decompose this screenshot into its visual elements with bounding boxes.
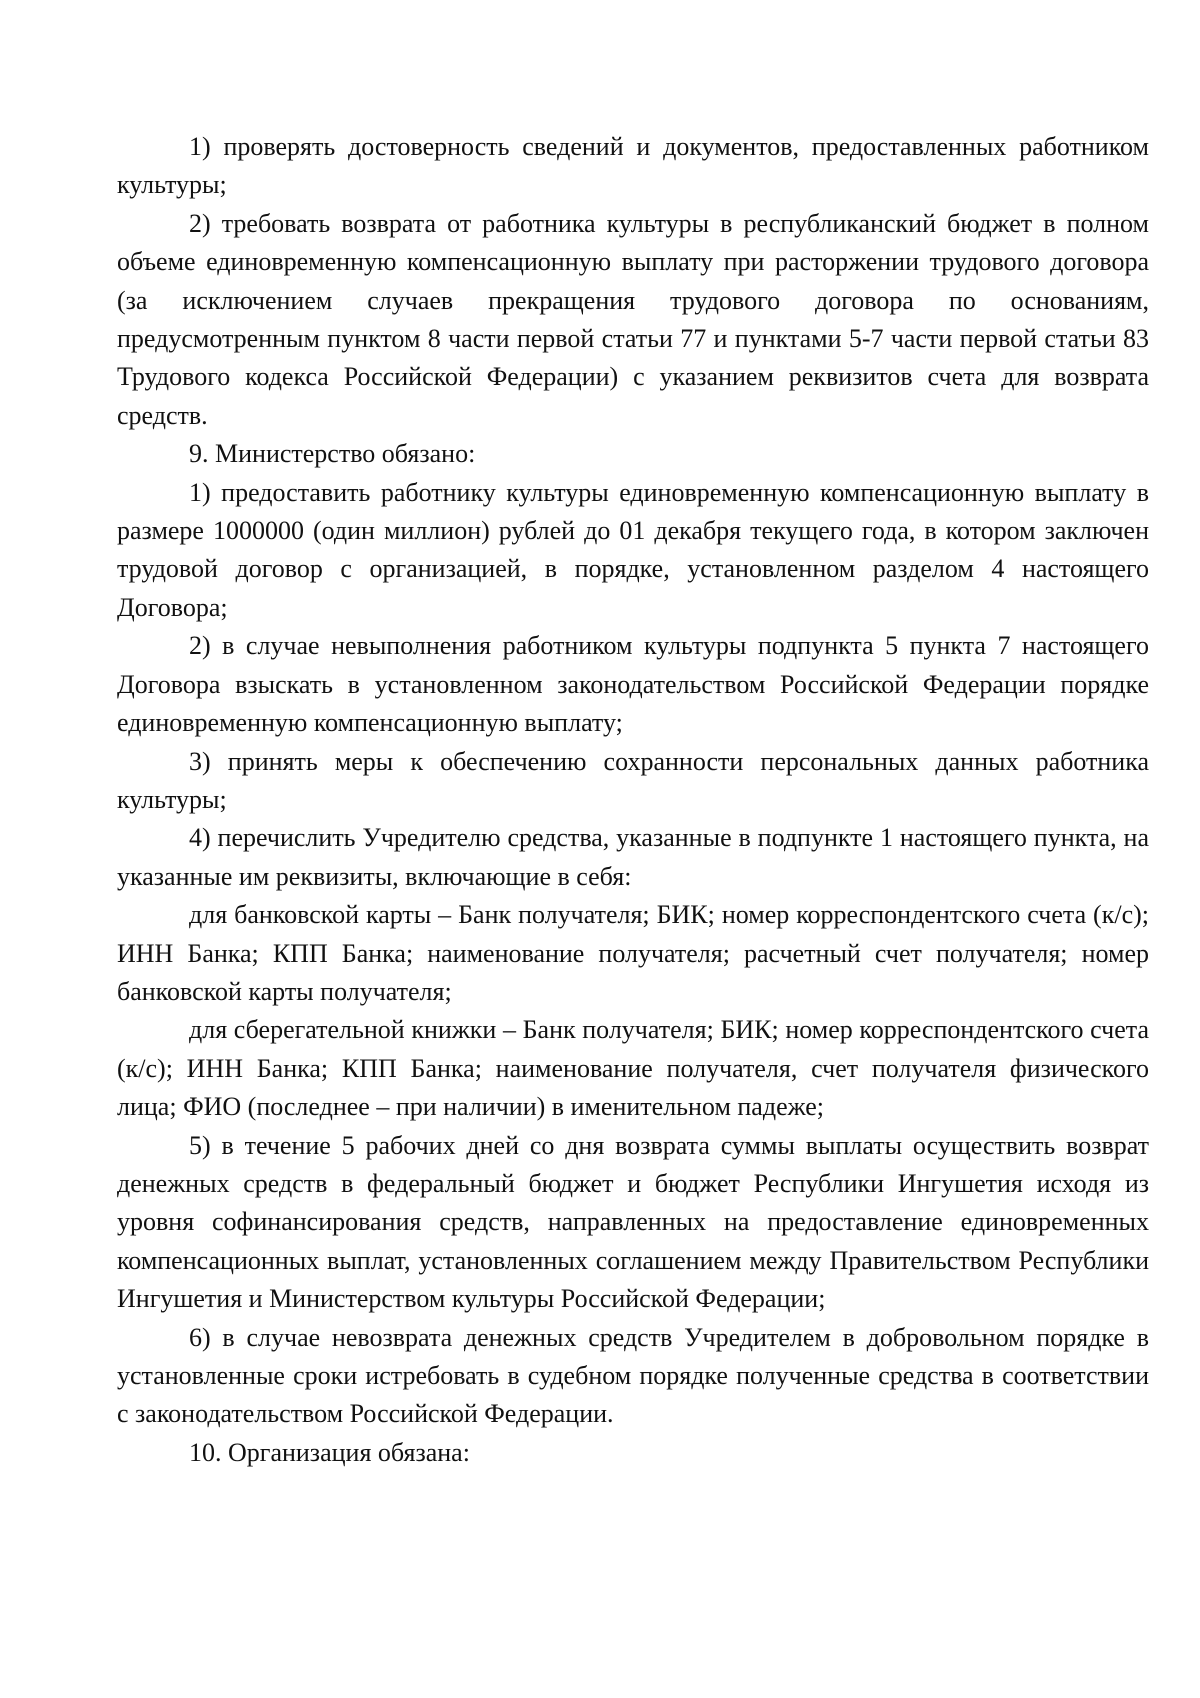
- paragraph-transfer-funds: 4) перечислить Учредителю средства, указанные в подпункте 1 настоящего пункта, на указанные им реквизиты, включающие в себя:: [117, 823, 1149, 891]
- document-page: [117, 128, 1149, 1472]
- paragraph-verify-documents: 1) проверять достоверность сведений и документов, предоставленных работником культуры;: [117, 132, 1149, 200]
- paragraph-bank-card-details: для банковской карты – Банк получателя; БИК; номер корреспондентского счета (к/с); ИНН Банка; КПП Банка; наименование получателя; расчетный счет получателя; номер банковской карты получателя;: [117, 900, 1149, 1006]
- paragraph-court-recovery: 6) в случае невозврата денежных средств Учредителем в добровольном порядке в установленные сроки истребовать в судебном порядке полученные средства в соответствии с законодательством Российской Федерации.: [117, 1322, 1149, 1429]
- paragraph-protect-personal-data: 3) принять меры к обеспечению сохранности персональных данных работника культуры;: [117, 746, 1149, 814]
- paragraph-savings-book-details: для сберегательной книжки – Банк получателя; БИК; номер корреспондентского счета (к/с); ИНН Банка; КПП Банка; наименование получателя, счет получателя физического лица; ФИО (последнее – при наличии) в именительном падеже;: [117, 1015, 1149, 1122]
- paragraph-ministry-obligations-heading: 9. Министерство обязано:: [189, 439, 476, 469]
- paragraph-require-return: 2) требовать возврата от работника культуры в республиканский бюджет в полном объеме единовременную компенсационную выплату при расторжении трудового договора (за исключением случаев прекращения трудового договора по основаниям, предусмотренным пунктом 8 части первой статьи 77 и пунктами 5-7 части первой статьи 83 Трудового кодекса Российской Федерации) с указанием реквизитов счета для возврата средств.: [117, 208, 1149, 430]
- paragraph-recover-payment: 2) в случае невыполнения работником культуры подпункта 5 пункта 7 настоящего Договора взыскать в установленном законодательством Российской Федерации порядке единовременную компенсационную выплату;: [117, 631, 1149, 738]
- paragraph-provide-payment: 1) предоставить работнику культуры единовременную компенсационную выплату в размере 1000000 (один миллион) рублей до 01 декабря текущего года, в котором заключен трудовой договор с организацией, в порядке, установленном разделом 4 настоящего Договора;: [117, 477, 1149, 622]
- paragraph-organization-obligations-heading: 10. Организация обязана:: [189, 1437, 470, 1467]
- paragraph-return-to-budget: 5) в течение 5 рабочих дней со дня возврата суммы выплаты осуществить возврат денежных средств в федеральный бюджет и бюджет Республики Ингушетия исходя из уровня софинансирования средств, направленных на предоставление единовременных компенсационных выплат, установленных соглашением между Правительством Республики Ингушетия и Министерством культуры Российской Федерации;: [117, 1130, 1149, 1314]
